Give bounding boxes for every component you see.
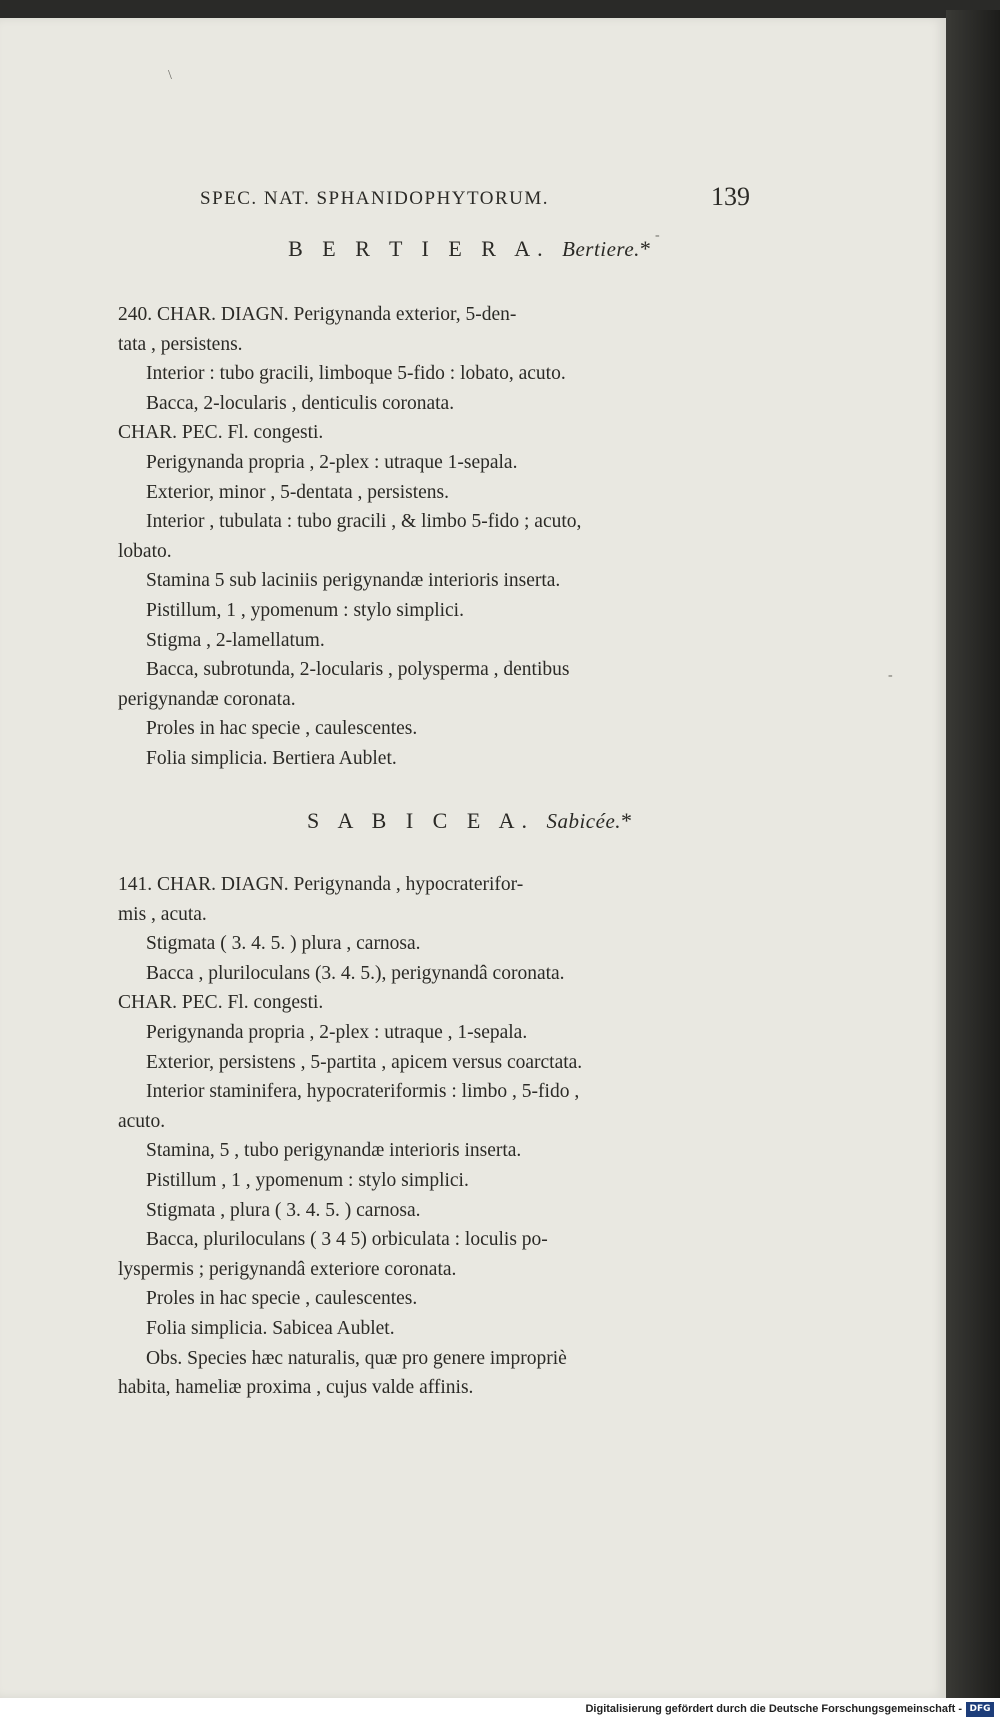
text-line: lobato. (118, 540, 172, 562)
text-line: Bacca , pluriloculans (3. 4. 5.), perigynandâ coronata. (146, 962, 565, 984)
text-line: Bacca, subrotunda, 2-locularis , polysperma , dentibus (146, 659, 570, 681)
text-line: Stamina 5 sub laciniis perigynandæ interioris inserta. (146, 570, 561, 592)
text-line: CHAR. PEC. Fl. congesti. (118, 992, 324, 1014)
genus-french: Sabicée. (546, 809, 622, 833)
text-line: Stigma , 2-lamellatum. (146, 629, 325, 651)
genus-name: S A B I C E A. (306, 808, 534, 833)
genus-name: B E R T I E R A. (288, 236, 550, 261)
paper-speck: \ (168, 68, 172, 83)
text-line: Stigmata ( 3. 4. 5. ) plura , carnosa. (146, 933, 421, 955)
text-line: Interior : tubo gracili, limboque 5-fido : lobato, acuto. (146, 363, 566, 385)
genus-heading-sabicea: S A B I C E A. Sabicée.* (306, 808, 640, 833)
running-title: SPEC. NAT. SPHANIDOPHYTORUM. (200, 188, 550, 209)
running-head (200, 182, 750, 211)
book-edge (946, 10, 1000, 1700)
text-line: Stigmata , plura ( 3. 4. 5. ) carnosa. (146, 1199, 421, 1221)
text-line: Perigynanda propria , 2-plex : utraque 1-sepala. (146, 451, 518, 473)
text-line: lyspermis ; perigynandâ exteriore coronata. (118, 1258, 457, 1280)
text-line: Interior , tubulata : tubo gracili , & limbo 5-fido ; acuto, (146, 511, 582, 533)
text-line: mis , acuta. (118, 903, 207, 925)
text-line: Bacca, pluriloculans ( 3 4 5) orbiculata : loculis po- (146, 1229, 548, 1251)
text-line: acuto. (118, 1110, 166, 1132)
text-line: Proles in hac specie , caulescentes. (146, 718, 418, 740)
text-line: Pistillum , 1 , ypomenum : stylo simplici. (146, 1169, 469, 1191)
text-line: Perigynanda propria , 2-plex : utraque , 1-sepala. (146, 1021, 528, 1043)
text-line: Folia simplicia. Bertiera Aublet. (146, 747, 397, 769)
book-page (0, 18, 946, 1698)
credit-bar (0, 1698, 1000, 1723)
text-line: Obs. Species hæc naturalis, quæ pro genere impropriè (146, 1347, 567, 1369)
paper-speck: - (655, 228, 660, 243)
page-number: 139 (711, 182, 750, 211)
text-line: habita, hameliæ proxima , cujus valde affinis. (118, 1377, 474, 1399)
dfg-logo: DFG (966, 1702, 994, 1717)
text-line: perigynandæ coronata. (118, 688, 296, 710)
text-line: Bacca, 2-locularis , denticulis coronata. (146, 392, 455, 414)
text-line: Pistillum, 1 , ypomenum : stylo simplici. (146, 599, 464, 621)
text-line: Folia simplicia. Sabicea Aublet. (146, 1317, 395, 1339)
section-sabicea (118, 870, 746, 1403)
text-line: 141. CHAR. DIAGN. Perigynanda , hypocraterifor- (118, 874, 524, 895)
genus-french: Bertiere. (562, 237, 640, 261)
text-line: Exterior, minor , 5-dentata , persistens. (146, 481, 450, 503)
section-bertiera (118, 300, 746, 774)
genus-heading-bertiera: B E R T I E R A. Bertiere.* (288, 236, 658, 261)
credit-text: Digitalisierung gefördert durch die Deutsche Forschungsgemeinschaft - (585, 1703, 962, 1715)
text-line: Stamina, 5 , tubo perigynandæ interioris inserta. (146, 1140, 522, 1162)
text-line: Interior staminifera, hypocrateriformis : limbo , 5-fido , (146, 1081, 580, 1103)
text-line: CHAR. PEC. Fl. congesti. (118, 422, 324, 444)
paper-speck: - (888, 668, 893, 683)
text-line: Exterior, persistens , 5-partita , apicem versus coarctata. (146, 1051, 583, 1073)
text-line: 240. CHAR. DIAGN. Perigynanda exterior, 5-den- (118, 304, 517, 325)
text-line: Proles in hac specie , caulescentes. (146, 1288, 418, 1310)
text-line: tata , persistens. (118, 333, 243, 355)
